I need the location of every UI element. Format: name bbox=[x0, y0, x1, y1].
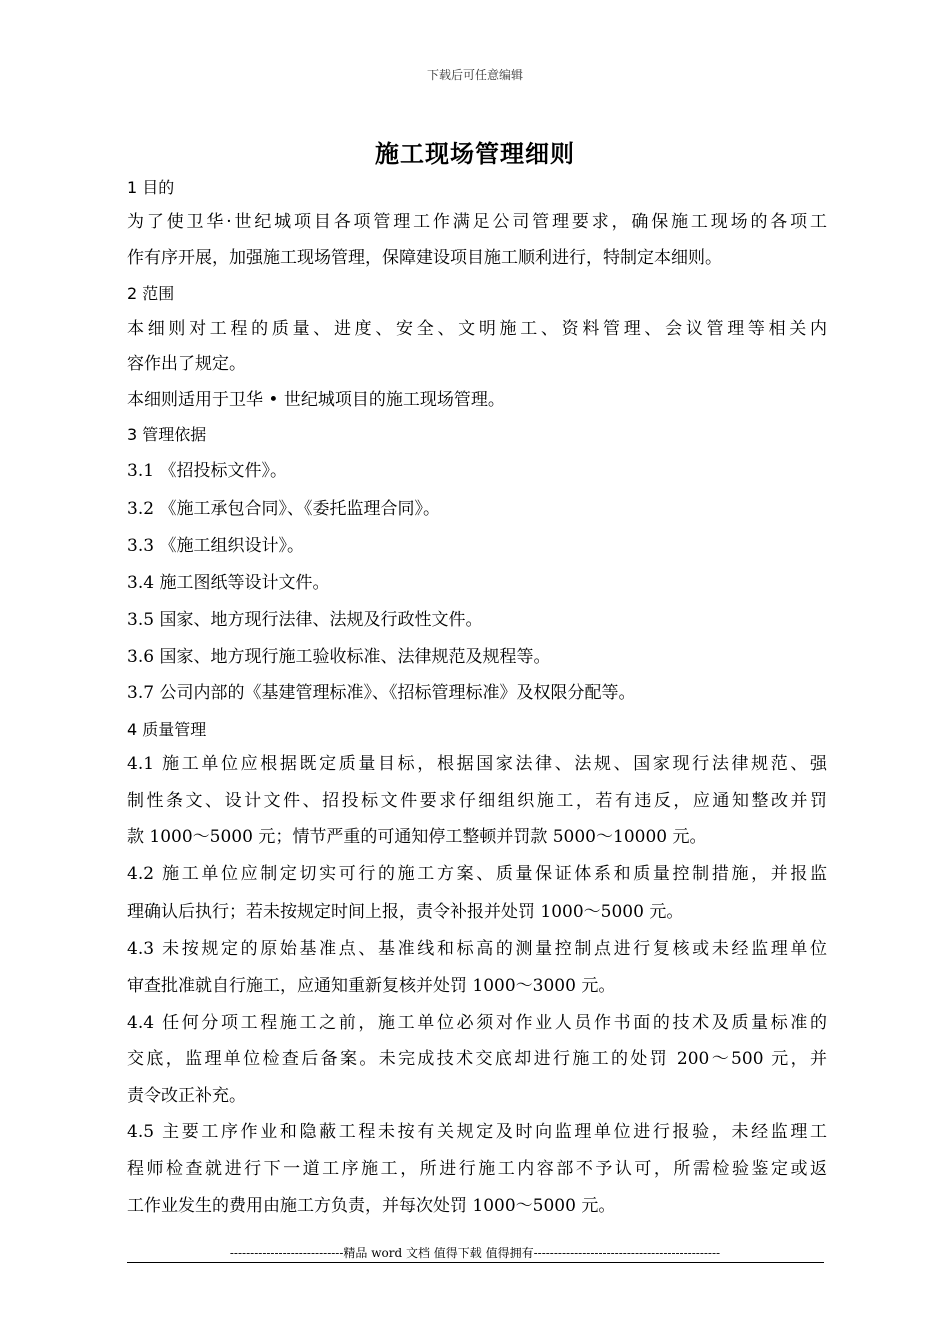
list-item: 3.3 《施工组织设计》。 bbox=[127, 536, 304, 556]
header-note: 下载后可任意编辑 bbox=[426, 68, 523, 82]
paragraph-line: 本细则对工程的质量、进度、安全、文明施工、资料管理、会议管理等相关内 bbox=[127, 319, 827, 339]
footer-divider bbox=[127, 1262, 824, 1263]
paragraph-line: 制性条文、设计文件、招投标文件要求仔细组织施工，若有违反，应通知整改并罚 bbox=[127, 791, 827, 811]
paragraph-line: 4.2 施工单位应制定切实可行的施工方案、质量保证体系和质量控制措施，并报监 bbox=[127, 864, 827, 884]
document-title: 施工现场管理细则 bbox=[375, 139, 575, 168]
paragraph-line: 款 1000～5000 元；情节严重的可通知停工整顿并罚款 5000～10000 元。 bbox=[127, 827, 707, 847]
section-heading-1: 1 目的 bbox=[127, 178, 175, 197]
paragraph-line: 理确认后执行；若未按规定时间上报，责令补报并处罚 1000～5000 元。 bbox=[127, 902, 684, 922]
paragraph-line: 容作出了规定。 bbox=[127, 354, 246, 374]
footer-note: ----------------------------精品 word 文档 值得下载 值得拥有---------------------------------------------- bbox=[229, 1246, 721, 1260]
paragraph-line: 4.4 任何分项工程施工之前，施工单位必须对作业人员作书面的技术及质量标准的 bbox=[127, 1013, 827, 1033]
paragraph-line: 4.1 施工单位应根据既定质量目标，根据国家法律、法规、国家现行法律规范、强 bbox=[127, 754, 827, 774]
paragraph-line: 责令改正补充。 bbox=[127, 1086, 246, 1106]
paragraph-line: 4.5 主要工序作业和隐蔽工程未按有关规定及时向监理单位进行报验，未经监理工 bbox=[127, 1122, 827, 1142]
paragraph-line: 本细则适用于卫华 • 世纪城项目的施工现场管理。 bbox=[127, 390, 505, 410]
paragraph-line: 交底，监理单位检查后备案。未完成技术交底却进行施工的处罚 200～500 元，并 bbox=[127, 1049, 827, 1069]
list-item: 3.5 国家、地方现行法律、法规及行政性文件。 bbox=[127, 610, 483, 630]
list-item: 3.6 国家、地方现行施工验收标准、法律规范及规程等。 bbox=[127, 647, 551, 667]
section-heading-4: 4 质量管理 bbox=[127, 720, 207, 739]
section-heading-3: 3 管理依据 bbox=[127, 425, 207, 444]
list-item: 3.2 《施工承包合同》、《委托监理合同》。 bbox=[127, 499, 440, 519]
paragraph-line: 作有序开展，加强施工现场管理，保障建设项目施工顺利进行，特制定本细则。 bbox=[127, 248, 722, 268]
list-item: 3.1 《招投标文件》。 bbox=[127, 461, 287, 481]
paragraph-line: 审查批准就自行施工，应通知重新复核并处罚 1000～3000 元。 bbox=[127, 976, 616, 996]
paragraph-line: 程师检查就进行下一道工序施工，所进行施工内容部不予认可，所需检验鉴定或返 bbox=[127, 1159, 827, 1179]
paragraph-line: 工作业发生的费用由施工方负责，并每次处罚 1000～5000 元。 bbox=[127, 1196, 616, 1216]
list-item: 3.7 公司内部的《基建管理标准》、《招标管理标准》及权限分配等。 bbox=[127, 683, 636, 703]
paragraph-line: 为了使卫华·世纪城项目各项管理工作满足公司管理要求，确保施工现场的各项工 bbox=[127, 212, 827, 232]
list-item: 3.4 施工图纸等设计文件。 bbox=[127, 573, 330, 593]
paragraph-line: 4.3 未按规定的原始基准点、基准线和标高的测量控制点进行复核或未经监理单位 bbox=[127, 939, 827, 959]
section-heading-2: 2 范围 bbox=[127, 284, 175, 303]
